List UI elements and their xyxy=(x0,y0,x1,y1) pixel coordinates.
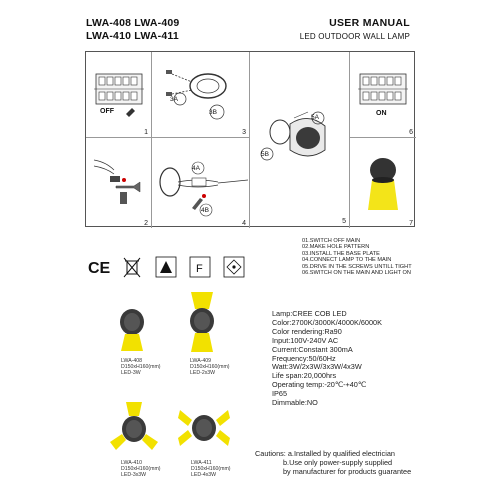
lamp-model: LWA-410 xyxy=(121,460,143,466)
lamp-label-lwa-408 xyxy=(121,358,161,376)
step-text: 04.CONNECT LAMP TO THE MAIN xyxy=(302,257,392,264)
caution-line-1: Cautions: a.Installed by qualified electrician xyxy=(255,449,395,458)
models-line-2: LWA-410 LWA-411 xyxy=(86,30,179,42)
terminal-block-on-illustration xyxy=(350,52,416,138)
lamp-lwa-410-illustration xyxy=(106,400,162,456)
class-f-icon xyxy=(188,255,212,279)
lamp-dims: D150xH160(mm) xyxy=(121,364,161,370)
terminal-block-off-illustration xyxy=(86,52,152,138)
step-4-panel xyxy=(152,138,250,228)
model-numbers xyxy=(86,17,179,43)
step-7-panel xyxy=(350,138,416,228)
lamp-power: LED-3W xyxy=(121,370,141,376)
lamp-dims: D150xH160(mm) xyxy=(121,466,161,472)
lamp-model: LWA-409 xyxy=(190,358,212,364)
specifications xyxy=(272,310,382,408)
step-number-1: 1 xyxy=(144,129,148,136)
spec-color: Color:2700K/3000K/4000K/6000K xyxy=(272,317,382,327)
on-label: ON xyxy=(376,110,387,117)
class-ii-icon xyxy=(222,255,246,279)
lamp-label-lwa-409 xyxy=(190,358,230,376)
step-1-panel xyxy=(86,52,152,138)
models-line-1: LWA-408 LWA-409 xyxy=(86,17,180,29)
spec-current: Current:Constant 300mA xyxy=(272,344,353,354)
step-text: 05.DRIVE IN THE SCREWS UNTILL TIGHT xyxy=(302,263,412,270)
spec-watt: Watt:3W/2x3W/3x3W/4x3W xyxy=(272,362,362,372)
step-text: 01.SWITCH OFF MAIN xyxy=(302,238,361,244)
manual-subtitle: LED OUTDOOR WALL LAMP xyxy=(299,32,410,41)
lamp-lwa-411-illustration xyxy=(176,400,232,456)
tag-5b: 5B xyxy=(261,151,269,158)
step-text: 03.INSTALL THE BASE PLATE xyxy=(302,250,380,257)
cautions xyxy=(255,450,411,476)
manual-title-block xyxy=(300,17,410,43)
certification-icons xyxy=(86,255,246,279)
spec-frequency: Frequency:50/60Hz xyxy=(272,353,336,363)
lamp-lwa-408-illustration xyxy=(112,303,152,355)
spec-lifespan: Life span:20,000hrs xyxy=(272,371,337,381)
drill-hole-illustration xyxy=(86,138,152,228)
off-label: OFF xyxy=(100,108,114,115)
spec-ip-rating: IP65 xyxy=(272,389,288,399)
indoor-outdoor-icon xyxy=(154,255,178,279)
step-number-4: 4 xyxy=(242,220,246,227)
tag-3a: 3A xyxy=(170,96,178,103)
tag-4a: 4A xyxy=(192,165,200,172)
base-plate-illustration xyxy=(152,52,250,138)
lamp-label-lwa-410 xyxy=(121,460,161,478)
lamp-lit-illustration xyxy=(350,138,416,228)
svg-text:CE: CE xyxy=(88,260,110,277)
step-number-3: 3 xyxy=(242,129,246,136)
step-6-panel xyxy=(350,52,416,138)
caution-line-2: b.Use only power-supply supplied xyxy=(283,457,393,467)
lamp-dims: D150xH160(mm) xyxy=(190,364,230,370)
installation-diagram xyxy=(85,51,415,227)
lamp-power: LED-4x3W xyxy=(191,472,217,478)
weee-bin-icon xyxy=(120,255,144,279)
step-number-6: 6 xyxy=(409,129,413,136)
step-number-7: 7 xyxy=(409,220,413,227)
tag-5a: 5A xyxy=(311,114,319,121)
installation-steps xyxy=(302,238,412,276)
lamp-model: LWA-408 xyxy=(121,358,143,364)
lamp-dims: D150xH160(mm) xyxy=(191,466,231,472)
step-text: 02.MAKE HOLE PATTERN xyxy=(302,244,370,251)
spec-rendering: Color rendering:Ra90 xyxy=(272,326,342,336)
spec-operating-temp: Operating temp:-20℃-+40℃ xyxy=(272,380,367,390)
svg-text:F: F xyxy=(196,263,203,275)
ce-mark-icon xyxy=(86,255,110,279)
lamp-label-lwa-411 xyxy=(191,460,231,478)
caution-line-3: by manufacturer for products guarantee xyxy=(283,466,412,476)
manual-title: USER MANUAL xyxy=(329,17,410,29)
lamp-model: LWA-411 xyxy=(191,460,212,466)
lamp-lwa-409-illustration xyxy=(182,288,222,356)
tag-3b: 3B xyxy=(209,109,217,116)
step-2-panel xyxy=(86,138,152,228)
step-text: 06.SWITCH ON THE MAIN AND LIGHT ON xyxy=(302,270,411,277)
step-number-5: 5 xyxy=(342,218,346,225)
lamp-power: LED-2x3W xyxy=(190,370,216,376)
spec-dimmable: Dimmable:NO xyxy=(272,398,318,408)
lamp-power: LED-3x3W xyxy=(121,472,147,478)
step-number-2: 2 xyxy=(144,220,148,227)
step-3-panel xyxy=(152,52,250,138)
spec-input: Input:100V-240V AC xyxy=(272,335,339,345)
connect-wires-illustration xyxy=(152,138,250,228)
spec-lamp: Lamp:CREE COB LED xyxy=(272,309,347,318)
step-5-panel xyxy=(250,52,350,228)
tag-4b: 4B xyxy=(201,207,209,214)
